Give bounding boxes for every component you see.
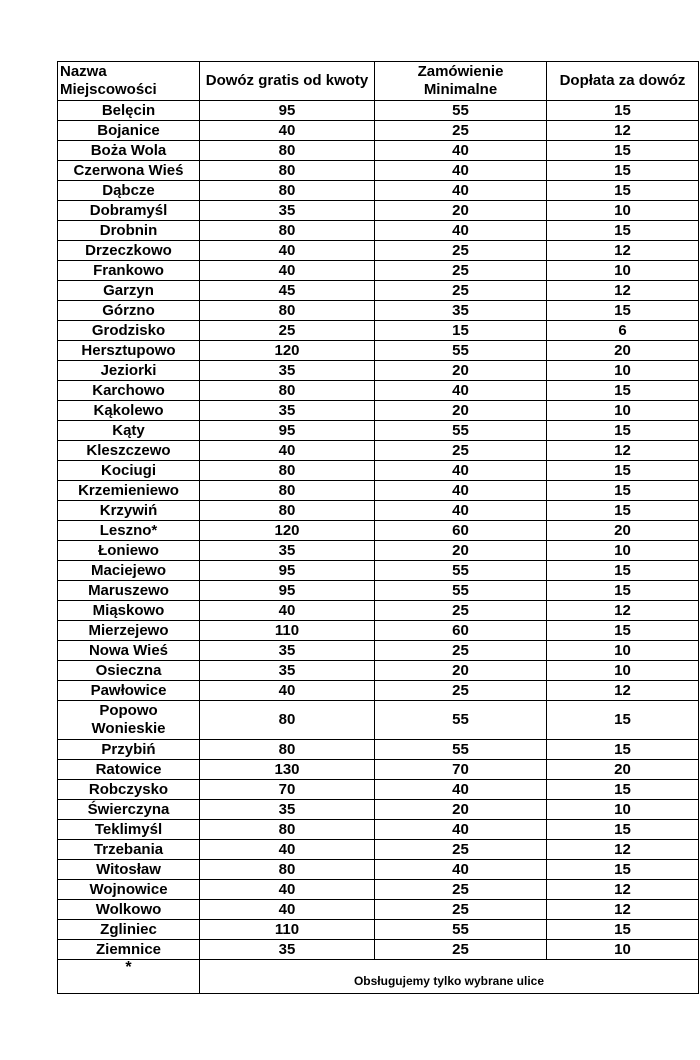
minimum-order-cell: 25: [375, 441, 547, 461]
free-delivery-cell: 80: [200, 181, 375, 201]
minimum-order-cell: 25: [375, 601, 547, 621]
minimum-order-cell: 55: [375, 581, 547, 601]
table-row: [58, 341, 699, 361]
delivery-fee-cell: 15: [547, 820, 699, 840]
free-delivery-cell: 25: [200, 321, 375, 341]
minimum-order-cell: 25: [375, 940, 547, 960]
delivery-fee-cell: 10: [547, 800, 699, 820]
delivery-fee-cell: 15: [547, 860, 699, 880]
town-name-cell: Garzyn: [58, 281, 200, 301]
table-row: [58, 121, 699, 141]
town-name-cell: Robczysko: [58, 780, 200, 800]
town-name-cell: Dąbcze: [58, 181, 200, 201]
town-name-cell: Drobnin: [58, 221, 200, 241]
table-row: [58, 141, 699, 161]
header-minimum-order-line1: Zamówienie: [417, 63, 504, 80]
delivery-fee-cell: 15: [547, 461, 699, 481]
town-name-cell: Ratowice: [58, 760, 200, 780]
town-name-cell: Belęcin: [58, 101, 200, 121]
table-row: [58, 461, 699, 481]
table-row: [58, 401, 699, 421]
free-delivery-cell: 110: [200, 621, 375, 641]
town-name-cell: Jeziorki: [58, 361, 200, 381]
table-row: [58, 301, 699, 321]
town-name-cell: Trzebania: [58, 840, 200, 860]
delivery-fee-cell: 15: [547, 501, 699, 521]
header-delivery-fee: Dopłata za dowóz: [547, 62, 699, 101]
delivery-fee-cell: 12: [547, 281, 699, 301]
minimum-order-cell: 25: [375, 281, 547, 301]
free-delivery-cell: 120: [200, 521, 375, 541]
town-name-cell: Kąty: [58, 421, 200, 441]
minimum-order-cell: 40: [375, 820, 547, 840]
header-minimum-order: [375, 62, 547, 101]
table-row: [58, 780, 699, 800]
delivery-fee-cell: 15: [547, 161, 699, 181]
minimum-order-cell: 20: [375, 661, 547, 681]
town-name-cell: Maruszewo: [58, 581, 200, 601]
free-delivery-cell: 40: [200, 900, 375, 920]
town-name-cell: Maciejewo: [58, 561, 200, 581]
delivery-fee-cell: 12: [547, 840, 699, 860]
minimum-order-cell: 55: [375, 740, 547, 760]
delivery-fee-cell: 12: [547, 241, 699, 261]
town-name-cell: Kąkolewo: [58, 401, 200, 421]
header-town-name-line1: Nazwa: [60, 63, 107, 80]
table-row: [58, 621, 699, 641]
free-delivery-cell: 95: [200, 581, 375, 601]
minimum-order-cell: 55: [375, 701, 547, 740]
table-row: [58, 541, 699, 561]
town-name-cell: Popowo Wonieskie: [58, 701, 200, 740]
minimum-order-cell: 25: [375, 681, 547, 701]
table-row: [58, 860, 699, 880]
free-delivery-cell: 40: [200, 681, 375, 701]
free-delivery-cell: 35: [200, 401, 375, 421]
town-name-cell: Karchowo: [58, 381, 200, 401]
town-name-cell: Bojanice: [58, 121, 200, 141]
minimum-order-cell: 25: [375, 241, 547, 261]
free-delivery-cell: 45: [200, 281, 375, 301]
town-name-cell: Frankowo: [58, 261, 200, 281]
free-delivery-cell: 35: [200, 201, 375, 221]
table-row: [58, 381, 699, 401]
free-delivery-cell: 40: [200, 121, 375, 141]
table-row: [58, 221, 699, 241]
free-delivery-cell: 80: [200, 740, 375, 760]
delivery-fee-cell: 15: [547, 421, 699, 441]
free-delivery-cell: 95: [200, 561, 375, 581]
town-name-cell: Świerczyna: [58, 800, 200, 820]
town-name-cell: Zgliniec: [58, 920, 200, 940]
town-name-cell: Teklimyśl: [58, 820, 200, 840]
town-name-cell: Kociugi: [58, 461, 200, 481]
delivery-fee-cell: 12: [547, 900, 699, 920]
table-row: [58, 501, 699, 521]
delivery-fee-cell: 12: [547, 681, 699, 701]
delivery-fee-cell: 20: [547, 521, 699, 541]
free-delivery-cell: 80: [200, 301, 375, 321]
free-delivery-cell: 80: [200, 141, 375, 161]
table-row: [58, 740, 699, 760]
footer-note: Obsługujemy tylko wybrane ulice: [200, 960, 699, 994]
minimum-order-cell: 60: [375, 521, 547, 541]
minimum-order-cell: 40: [375, 860, 547, 880]
free-delivery-cell: 80: [200, 860, 375, 880]
table-row: [58, 661, 699, 681]
free-delivery-cell: 40: [200, 241, 375, 261]
minimum-order-cell: 25: [375, 900, 547, 920]
table-row: [58, 800, 699, 820]
minimum-order-cell: 20: [375, 800, 547, 820]
minimum-order-cell: 25: [375, 840, 547, 860]
minimum-order-cell: 55: [375, 920, 547, 940]
table-row: [58, 201, 699, 221]
free-delivery-cell: 80: [200, 381, 375, 401]
delivery-fee-cell: 15: [547, 481, 699, 501]
header-free-delivery-threshold: Dowóz gratis od kwoty: [200, 62, 375, 101]
free-delivery-cell: 80: [200, 820, 375, 840]
table-row: [58, 361, 699, 381]
footer-row: [58, 960, 699, 994]
delivery-fee-cell: 15: [547, 301, 699, 321]
table-row: [58, 940, 699, 960]
delivery-fee-cell: 10: [547, 201, 699, 221]
free-delivery-cell: 35: [200, 661, 375, 681]
table-row: [58, 441, 699, 461]
minimum-order-cell: 55: [375, 421, 547, 441]
header-town-name: [58, 62, 200, 101]
minimum-order-cell: 25: [375, 121, 547, 141]
delivery-fee-cell: 6: [547, 321, 699, 341]
town-name-cell: Leszno*: [58, 521, 200, 541]
table-row: [58, 840, 699, 860]
free-delivery-cell: 95: [200, 101, 375, 121]
minimum-order-cell: 20: [375, 361, 547, 381]
minimum-order-cell: 15: [375, 321, 547, 341]
header-minimum-order-line2: Minimalne: [423, 81, 498, 98]
town-name-cell: Wojnowice: [58, 880, 200, 900]
free-delivery-cell: 120: [200, 341, 375, 361]
table-row: [58, 481, 699, 501]
free-delivery-cell: 80: [200, 221, 375, 241]
free-delivery-cell: 130: [200, 760, 375, 780]
free-delivery-cell: 80: [200, 461, 375, 481]
minimum-order-cell: 70: [375, 760, 547, 780]
delivery-fee-cell: 20: [547, 341, 699, 361]
delivery-fee-cell: 15: [547, 101, 699, 121]
town-name-cell: Ziemnice: [58, 940, 200, 960]
free-delivery-cell: 110: [200, 920, 375, 940]
minimum-order-cell: 40: [375, 381, 547, 401]
table-row: [58, 880, 699, 900]
table-row: [58, 561, 699, 581]
town-name-cell: Mierzejewo: [58, 621, 200, 641]
free-delivery-cell: 35: [200, 541, 375, 561]
footer-asterisk: *: [58, 960, 200, 994]
table-row: [58, 701, 699, 740]
town-name-cell: Pawłowice: [58, 681, 200, 701]
delivery-fee-cell: 20: [547, 760, 699, 780]
free-delivery-cell: 80: [200, 501, 375, 521]
table-row: [58, 421, 699, 441]
free-delivery-cell: 80: [200, 161, 375, 181]
town-name-cell: Górzno: [58, 301, 200, 321]
delivery-fee-cell: 15: [547, 780, 699, 800]
free-delivery-cell: 35: [200, 641, 375, 661]
table-row: [58, 581, 699, 601]
town-name-cell: Przybiń: [58, 740, 200, 760]
delivery-fee-cell: 10: [547, 661, 699, 681]
minimum-order-cell: 20: [375, 541, 547, 561]
table-row: [58, 161, 699, 181]
free-delivery-cell: 40: [200, 441, 375, 461]
town-name-cell: Kleszczewo: [58, 441, 200, 461]
table-row: [58, 820, 699, 840]
delivery-fee-cell: 15: [547, 561, 699, 581]
town-name-cell: Osieczna: [58, 661, 200, 681]
town-name-cell: Czerwona Wieś: [58, 161, 200, 181]
town-name-cell: Hersztupowo: [58, 341, 200, 361]
minimum-order-cell: 40: [375, 461, 547, 481]
header-town-name-line2: Miejscowości: [60, 81, 157, 98]
town-name-cell: Łoniewo: [58, 541, 200, 561]
table-row: [58, 321, 699, 341]
free-delivery-cell: 80: [200, 481, 375, 501]
delivery-fee-cell: 15: [547, 701, 699, 740]
table-row: [58, 760, 699, 780]
minimum-order-cell: 40: [375, 481, 547, 501]
delivery-fee-cell: 15: [547, 181, 699, 201]
delivery-fee-cell: 12: [547, 441, 699, 461]
minimum-order-cell: 40: [375, 161, 547, 181]
table-row: [58, 281, 699, 301]
minimum-order-cell: 55: [375, 561, 547, 581]
delivery-fee-cell: 15: [547, 581, 699, 601]
free-delivery-cell: 70: [200, 780, 375, 800]
delivery-fee-cell: 15: [547, 621, 699, 641]
delivery-fee-cell: 10: [547, 541, 699, 561]
delivery-fee-cell: 10: [547, 401, 699, 421]
minimum-order-cell: 40: [375, 780, 547, 800]
minimum-order-cell: 20: [375, 401, 547, 421]
table-row: [58, 101, 699, 121]
minimum-order-cell: 40: [375, 221, 547, 241]
delivery-fee-cell: 10: [547, 641, 699, 661]
free-delivery-cell: 80: [200, 701, 375, 740]
delivery-fee-cell: 10: [547, 261, 699, 281]
delivery-fee-cell: 12: [547, 880, 699, 900]
town-name-cell: Wolkowo: [58, 900, 200, 920]
minimum-order-cell: 40: [375, 181, 547, 201]
town-name-cell: Dobramyśl: [58, 201, 200, 221]
town-name-cell: Krzemieniewo: [58, 481, 200, 501]
table-row: [58, 900, 699, 920]
minimum-order-cell: 40: [375, 501, 547, 521]
free-delivery-cell: 35: [200, 800, 375, 820]
table-row: [58, 241, 699, 261]
delivery-fee-cell: 15: [547, 141, 699, 161]
town-name-cell: Grodzisko: [58, 321, 200, 341]
town-name-cell: Drzeczkowo: [58, 241, 200, 261]
town-name-cell: Witosław: [58, 860, 200, 880]
minimum-order-cell: 25: [375, 261, 547, 281]
town-name-cell: Boża Wola: [58, 141, 200, 161]
table-row: [58, 261, 699, 281]
minimum-order-cell: 25: [375, 641, 547, 661]
delivery-fee-cell: 12: [547, 601, 699, 621]
delivery-fee-cell: 15: [547, 221, 699, 241]
table-row: [58, 641, 699, 661]
minimum-order-cell: 55: [375, 101, 547, 121]
delivery-table: [57, 61, 699, 994]
minimum-order-cell: 55: [375, 341, 547, 361]
free-delivery-cell: 40: [200, 840, 375, 860]
table-row: [58, 181, 699, 201]
free-delivery-cell: 95: [200, 421, 375, 441]
minimum-order-cell: 60: [375, 621, 547, 641]
delivery-fee-cell: 10: [547, 361, 699, 381]
delivery-fee-cell: 15: [547, 740, 699, 760]
delivery-fee-cell: 12: [547, 121, 699, 141]
minimum-order-cell: 35: [375, 301, 547, 321]
delivery-fee-cell: 15: [547, 381, 699, 401]
table-row: [58, 681, 699, 701]
table-body: [58, 101, 699, 960]
free-delivery-cell: 40: [200, 261, 375, 281]
table-row: [58, 920, 699, 940]
town-name-cell: Krzywiń: [58, 501, 200, 521]
header-row: [58, 62, 699, 101]
free-delivery-cell: 35: [200, 361, 375, 381]
delivery-fee-cell: 15: [547, 920, 699, 940]
minimum-order-cell: 20: [375, 201, 547, 221]
town-name-cell: Nowa Wieś: [58, 641, 200, 661]
table-row: [58, 601, 699, 621]
delivery-fee-cell: 10: [547, 940, 699, 960]
table-row: [58, 521, 699, 541]
free-delivery-cell: 35: [200, 940, 375, 960]
minimum-order-cell: 25: [375, 880, 547, 900]
town-name-cell: Miąskowo: [58, 601, 200, 621]
free-delivery-cell: 40: [200, 601, 375, 621]
minimum-order-cell: 40: [375, 141, 547, 161]
free-delivery-cell: 40: [200, 880, 375, 900]
